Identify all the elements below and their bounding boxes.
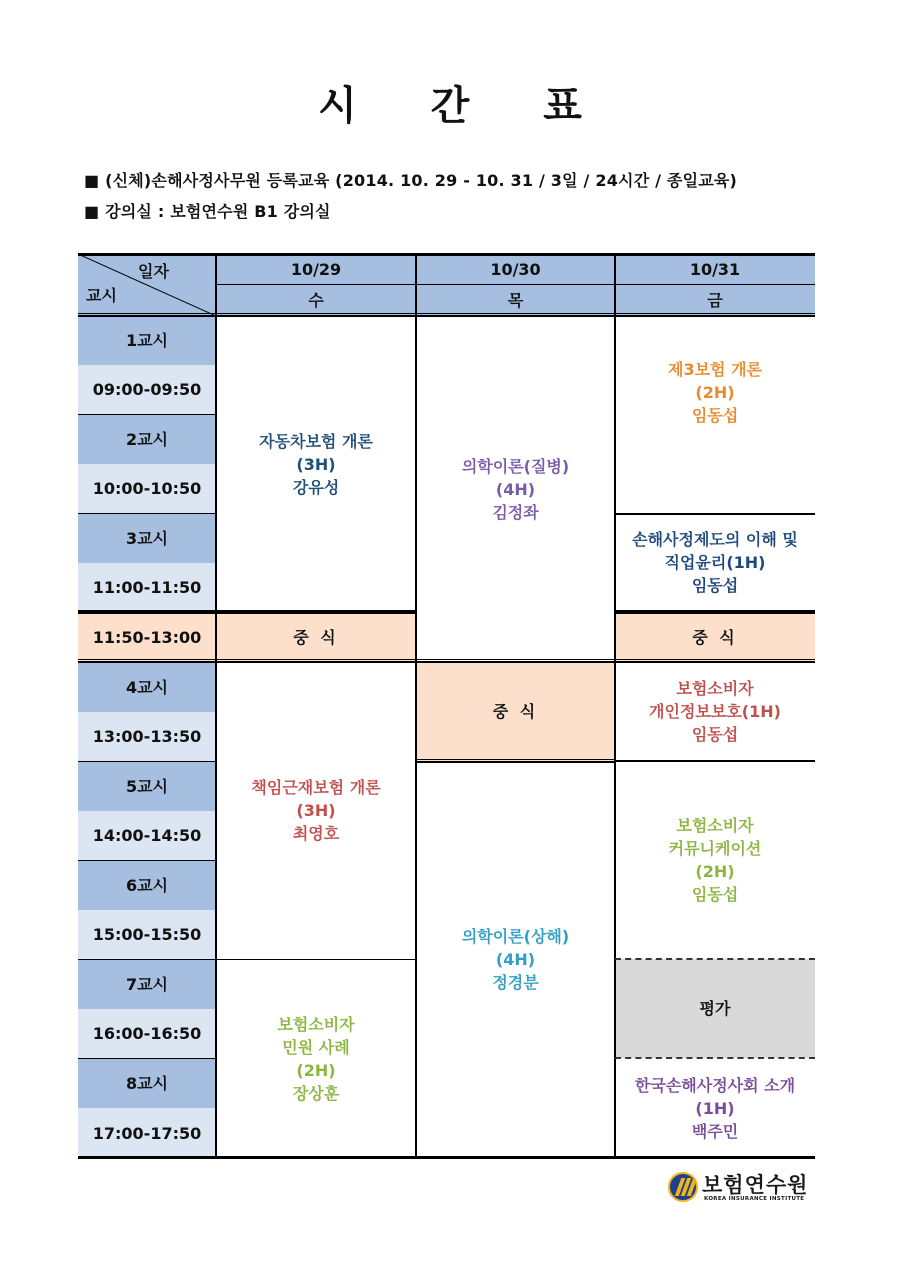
border-line xyxy=(416,759,615,760)
session-d2-medicine-disease xyxy=(416,316,615,662)
period-label: 7교시 xyxy=(78,959,216,1009)
session-name-2: 직업윤리(1H) xyxy=(664,553,766,572)
border-line xyxy=(216,959,416,960)
lunch-d2: 중 식 xyxy=(416,662,615,761)
session-name-2: 민원 사례 xyxy=(282,1037,350,1057)
session-hours: (1H) xyxy=(695,1098,735,1118)
period-label: 3교시 xyxy=(78,513,216,563)
session-lecturer: 임동섭 xyxy=(691,406,739,425)
border-line xyxy=(416,659,615,660)
lunch-time-label: 11:50-13:00 xyxy=(78,612,216,662)
period-label: 6교시 xyxy=(78,860,216,910)
border-line xyxy=(614,254,616,1158)
session-hours: (2H) xyxy=(296,1060,336,1080)
session-name: 책임근재보험 개론 xyxy=(251,778,381,797)
session-hours: (3H) xyxy=(296,801,336,820)
timetable xyxy=(78,254,815,1158)
border-line xyxy=(215,254,217,1158)
session-lecturer: 임동섭 xyxy=(691,885,739,904)
session-lecturer: 김정좌 xyxy=(492,502,539,522)
border-line xyxy=(216,284,815,285)
corner-period-label: 교시 xyxy=(86,286,117,305)
border-line xyxy=(615,513,815,515)
border-line xyxy=(78,661,416,663)
session-d1-liability xyxy=(216,662,416,959)
time-label: 16:00-16:50 xyxy=(78,1009,216,1058)
session-d3-ethics xyxy=(615,513,815,612)
institute-logo xyxy=(668,1168,818,1208)
border-line xyxy=(78,414,216,415)
header-corner xyxy=(78,254,216,316)
lunch-d1: 중 식 xyxy=(216,612,416,662)
session-lecturer: 장상훈 xyxy=(292,1083,340,1103)
session-d3-association xyxy=(615,1058,815,1158)
session-name: 자동차보험 개론 xyxy=(259,431,373,451)
border-line xyxy=(78,659,416,660)
course-info: ■ (신체)손해사정사무원 등록교육 (2014. 10. 29 - 10. 31 / 3일 / 24시간 / 종일교육) xyxy=(84,171,738,190)
border-line xyxy=(78,610,416,614)
lunch-d3: 중 식 xyxy=(615,612,815,662)
border-line xyxy=(78,513,216,514)
session-d1-complaints xyxy=(216,959,416,1158)
session-name: 보험소비자 xyxy=(277,1014,355,1034)
session-name: 보험소비자 xyxy=(676,816,754,835)
session-hours: (3H) xyxy=(296,454,336,474)
session-hours: (2H) xyxy=(695,862,735,881)
header-date-day2: 10/30 xyxy=(416,254,615,285)
classroom-info: ■ 강의실 : 보험연수원 B1 강의실 xyxy=(84,202,331,221)
time-label: 09:00-09:50 xyxy=(78,365,216,414)
header-date-day1: 10/29 xyxy=(216,254,416,285)
logo-subtitle: KOREA INSURANCE INSTITUTE xyxy=(704,1196,805,1202)
page-title: 시 간 표 xyxy=(318,83,612,129)
session-name: 보험소비자 xyxy=(676,679,754,698)
border-line xyxy=(615,659,815,660)
time-label: 11:00-11:50 xyxy=(78,563,216,612)
period-label: 2교시 xyxy=(78,414,216,464)
session-name: 제3보험 개론 xyxy=(668,360,762,379)
session-lecturer: 임동섭 xyxy=(691,576,739,595)
period-label: 1교시 xyxy=(78,316,216,365)
session-hours: (2H) xyxy=(695,383,735,402)
border-line xyxy=(416,761,615,763)
border-line xyxy=(416,661,615,663)
session-d2-medicine-injury xyxy=(416,761,615,1158)
session-d1-car-insurance xyxy=(216,316,416,612)
logo-emblem-icon xyxy=(668,1172,698,1202)
corner-date-label: 일자 xyxy=(138,262,169,281)
session-lecturer: 정경분 xyxy=(492,973,539,992)
dashed-line xyxy=(615,1057,815,1059)
border-line xyxy=(78,1156,815,1159)
session-d3-privacy xyxy=(615,662,815,761)
session-lecturer: 임동섭 xyxy=(691,725,739,744)
time-label: 15:00-15:50 xyxy=(78,910,216,959)
border-line xyxy=(415,254,417,1158)
session-name: 손해사정제도의 이해 및 xyxy=(632,530,798,549)
time-label: 17:00-17:50 xyxy=(78,1108,216,1158)
session-hours: (4H) xyxy=(495,950,536,969)
time-label: 10:00-10:50 xyxy=(78,464,216,513)
session-d3-third-insurance xyxy=(615,316,815,513)
header-weekday-day2: 목 xyxy=(416,285,615,316)
session-lecturer: 강유성 xyxy=(292,477,340,497)
session-name: 의학이론(질병) xyxy=(461,456,570,476)
border-line xyxy=(78,959,216,960)
border-line xyxy=(78,761,216,762)
border-line xyxy=(615,760,815,762)
dashed-line xyxy=(615,958,815,960)
time-label: 13:00-13:50 xyxy=(78,712,216,761)
session-name: 한국손해사정사회 소개 xyxy=(634,1075,796,1095)
session-hours: (4H) xyxy=(495,479,536,499)
border-line xyxy=(615,661,815,663)
evaluation-d3: 평가 xyxy=(615,959,815,1058)
time-label: 14:00-14:50 xyxy=(78,811,216,860)
header-weekday-day3: 금 xyxy=(615,285,815,316)
border-line xyxy=(78,1058,216,1059)
session-name-2: 커뮤니케이션 xyxy=(668,839,762,858)
session-name-2: 개인정보보호(1H) xyxy=(649,702,781,721)
border-line xyxy=(615,610,815,614)
period-label: 5교시 xyxy=(78,761,216,811)
session-d3-communication xyxy=(615,761,815,959)
session-lecturer: 최영호 xyxy=(292,824,340,843)
logo-name: 보험연수원 xyxy=(702,1173,809,1197)
border-line xyxy=(78,253,815,256)
header-weekday-day1: 수 xyxy=(216,285,416,316)
period-label: 8교시 xyxy=(78,1058,216,1108)
period-label: 4교시 xyxy=(78,662,216,712)
session-name: 의학이론(상해) xyxy=(461,927,570,946)
session-lecturer: 백주민 xyxy=(691,1121,739,1141)
border-line xyxy=(78,860,216,861)
header-date-day3: 10/31 xyxy=(615,254,815,285)
border-line xyxy=(78,313,815,314)
border-line xyxy=(78,315,815,317)
